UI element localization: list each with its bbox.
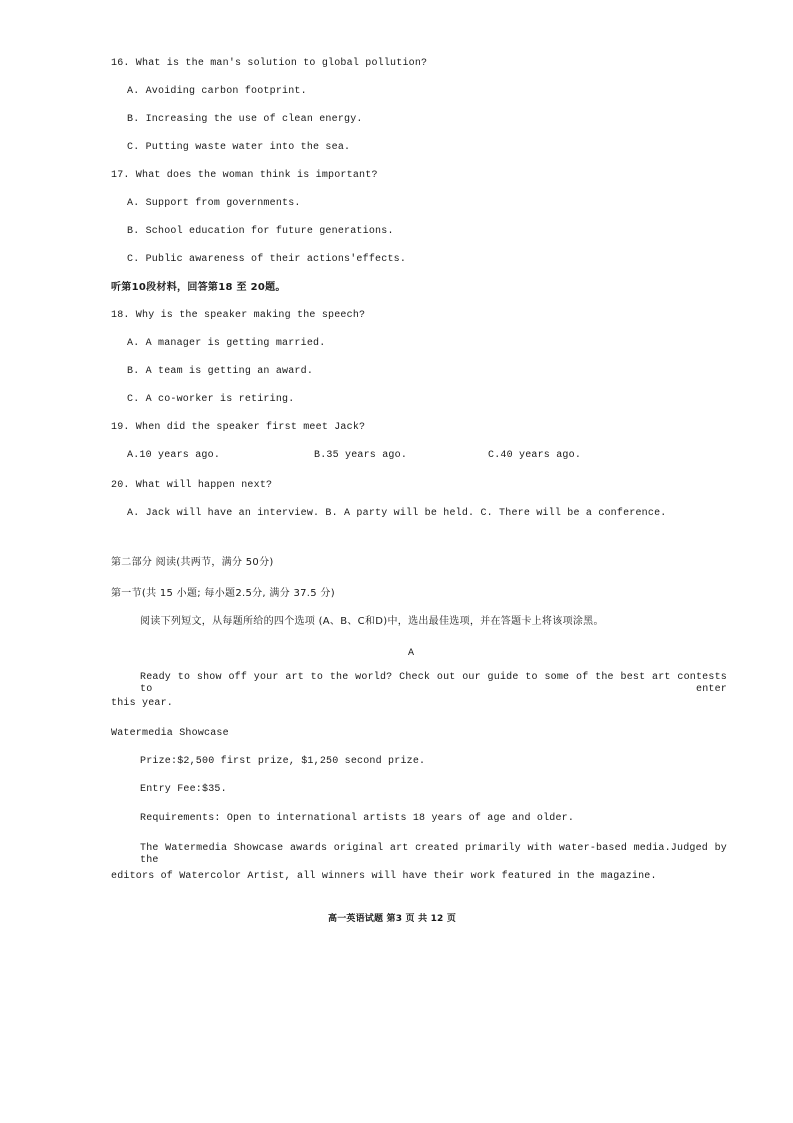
reading-directions: 阅读下列短文，从每题所给的四个选项 (A、B、C和D)中，选出最佳选项，并在答题卡上将该项涂黑。 [140, 616, 604, 627]
contest-requirements: Requirements: Open to international artists 18 years of age and older. [140, 813, 575, 824]
contest-description-line2: editors of Watercolor Artist, all winners will have their work featured in the magazine. [111, 871, 657, 882]
q16-option-c: C. Putting waste water into the sea. [127, 142, 351, 153]
q17-option-b: B. School education for future generations. [127, 226, 394, 237]
q16-stem: 16. What is the man's solution to global pollution? [111, 58, 428, 69]
q17-option-c: C. Public awareness of their actions'effects. [127, 254, 407, 265]
q20-stem: 20. What will happen next? [111, 480, 273, 491]
q18-option-a: A. A manager is getting married. [127, 338, 326, 349]
section-one-title: 第一节(共 15 小题; 每小题2.5分, 满分 37.5 分) [111, 588, 335, 599]
q17-option-a: A. Support from governments. [127, 198, 301, 209]
contest-name: Watermedia Showcase [111, 728, 229, 739]
contest-prize: Prize:$2,500 first prize, $1,250 second prize. [140, 756, 426, 767]
q20-options: A. Jack will have an interview. B. A party will be held. C. There will be a conference. [127, 508, 667, 519]
passage-label: A [408, 648, 415, 659]
passage-intro-line1: Ready to show off your art to the world? Check out our guide to some of the best art contests to enter [140, 672, 727, 695]
passage-intro-line2: this year. [111, 698, 174, 709]
q18-option-c: C. A co-worker is retiring. [127, 394, 295, 405]
page-footer: 高一英语试题 第3 页 共 12 页 [328, 914, 457, 924]
q19-option-b: B.35 years ago. [314, 450, 408, 461]
q18-option-b: B. A team is getting an award. [127, 366, 314, 377]
q17-stem: 17. What does the woman think is important? [111, 170, 378, 181]
q16-option-a: A. Avoiding carbon footprint. [127, 86, 307, 97]
part-two-title: 第二部分 阅读(共两节，满分 50分) [111, 557, 274, 568]
contest-entry-fee: Entry Fee:$35. [140, 784, 227, 795]
listening-instruction: 听第10段材料，回答第18 至 20题。 [111, 282, 286, 293]
contest-description-line1: The Watermedia Showcase awards original art created primarily with water-based media.Judged by the [140, 843, 727, 866]
q19-option-c: C.40 years ago. [488, 450, 582, 461]
q19-option-a: A.10 years ago. [127, 450, 221, 461]
q18-stem: 18. Why is the speaker making the speech? [111, 310, 366, 321]
q16-option-b: B. Increasing the use of clean energy. [127, 114, 363, 125]
q19-stem: 19. When did the speaker first meet Jack? [111, 422, 366, 433]
